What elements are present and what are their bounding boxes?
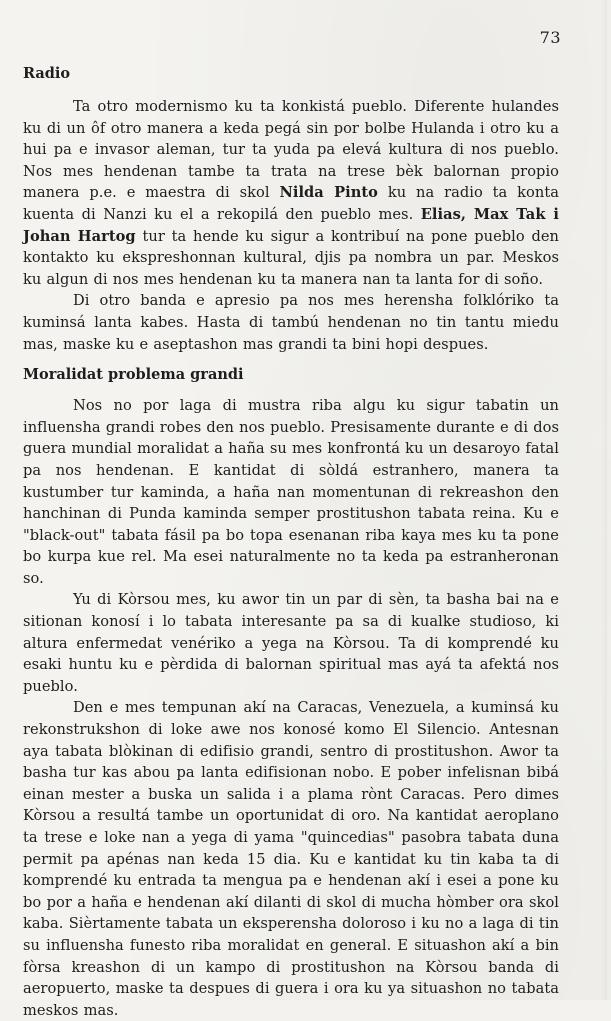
text-run: tur ta hende ku sigur a kontribuí na pone pueblo den kontakto ku ekspreshonnan kultural, djis pa nombra un par. Meskos ku algun di nos mes hendenan ku ta manera nan ta lanta for di soño.	[23, 227, 559, 288]
page-number: 73	[539, 28, 561, 47]
paragraph	[23, 589, 559, 697]
page-content	[23, 64, 559, 1021]
paragraph	[23, 697, 559, 1021]
paragraph	[23, 290, 559, 355]
text-run: Den e mes tempunan akí na Caracas, Venezuela, a kuminsá ku rekonstrukshon di loke awe nos konosé komo El Silencio. Antesnan aya tabata blòkinan di edifisio grandi, sentro di prostitushon. Awor ta basha tur kas abou pa lanta edifisionan nobo. E pober infelisnan bibá einan mester a buska un salida i a plama rònt Caracas. Pero dimes Kòrsou a resultá tambe un oportunidat di oro. Na kantidat aeroplano ta trese e loke nan a yega di yama "quincedias" pasobra tabata duna permit pa apénas nan keda 15 dia. Ku e kantidat ku tin kaba ta di komprendé ku entrada ta mengua pa e hendenan akí i esei a pone ku bo por a haña e hendenan akí dilanti di skol di mucha hòmber ora skol kaba. Sièrtamente tabata un eksperensha doloroso i ku no a laga di tin su influensha funesto riba moralidat en general. E situashon akí a bin fòrsa kreashon di un kampo di prostitushon na Kòrsou banda di aeropuerto, maske ta despues di guera i ora ku ya situashon no tabata meskos mas.	[23, 699, 559, 1019]
name-nilda-pinto: Nilda Pinto	[279, 184, 378, 202]
text-run: Yu di Kòrsou mes, ku awor tin un par di sèn, ta basha bai na e sitionan konosí i lo tabata interesante pa sa di kualke studioso, ki altura enfermedat venériko a yega na Kòrsou. Ta di komprendé ku esaki huntu ku e pèrdida di balornan spiritual mas ayá ta afektá nos pueblo.	[23, 591, 559, 695]
page-edge-shadow	[601, 0, 607, 1000]
text-run: Di otro banda e apresio pa nos mes herensha folklóriko ta kuminsá lanta kabes. Hasta di tambú hendenan no tin tantu miedu mas, maske ku e aseptashon mas grandi ta bini hopi despues.	[23, 292, 559, 353]
section-heading-radio: Radio	[23, 65, 71, 82]
text-run: Ta otro modernismo ku ta konkistá pueblo. Diferente hulandes ku di un ôf otro manera a keda pegá sin por bolbe Hulanda i otro ku a hui pa e invasor aleman, tur ta yuda pa elevá kultura di nos pueblo. Nos mes hendenan tambe ta trata na trese bèk balornan propio manera p.e. e maestra di skol	[23, 98, 559, 202]
paragraph	[23, 395, 559, 589]
text-run: ku na radio ta konta kuenta di Nanzi ku el a rekopilá den pueblo mes.	[23, 184, 560, 223]
text-run: Nos no por laga di mustra riba algu ku sigur tabatin un influensha grandi robes den nos pueblo. Presisamente durante e di dos guera mundial moralidat a haña su mes konfrontá ku un desaroyo fatal pa nos hendenan. E kantidat di sòldá estranhero, manera ta kustumber tur kaminda, a haña nan momentunan di rekreashon den hanchinan di Punda kaminda semper prostitushon tabata reina. Ku e "black-out" tabata fásil pa bo topa esenanan riba kaya mes ku ta pone bo kurpa kue rel. Ma esei naturalmente no ta keda pa estranheronan so.	[23, 397, 559, 587]
names-contributors: Elias, Max Tak i Johan Hartog	[23, 205, 559, 245]
section-heading-moralidat: Moralidat problema grandi	[23, 366, 244, 384]
paragraph	[23, 96, 559, 290]
